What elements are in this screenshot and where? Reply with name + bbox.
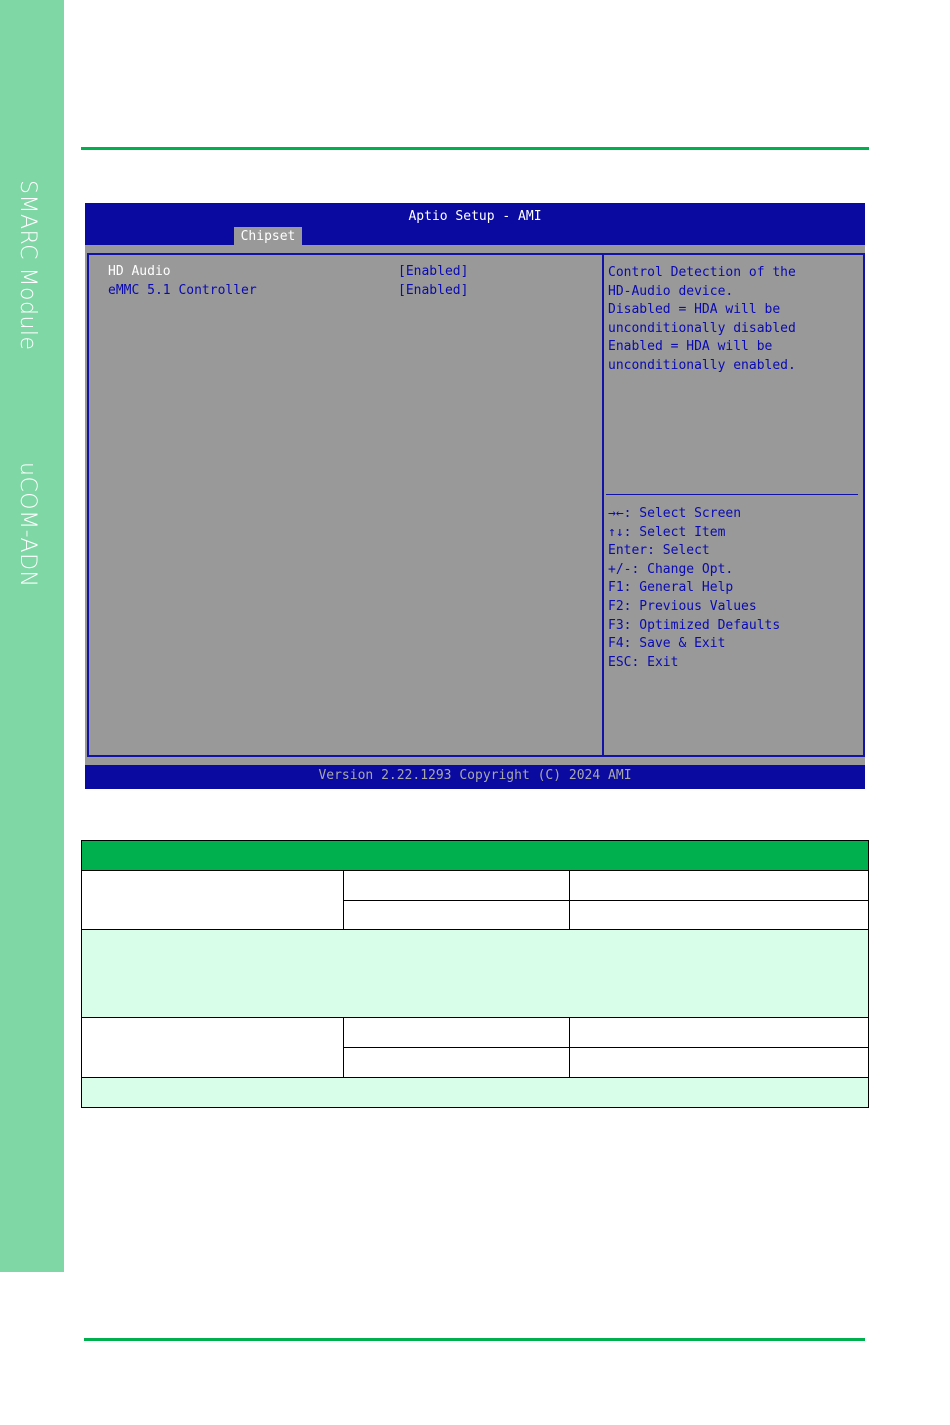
table-value-cell bbox=[343, 900, 570, 930]
key-legend-item: F2: Previous Values bbox=[608, 598, 757, 614]
bios-header bbox=[85, 203, 865, 245]
table-default-cell bbox=[569, 900, 869, 930]
bios-screenshot bbox=[85, 203, 865, 789]
setting-emmc-controller[interactable]: eMMC 5.1 Controller bbox=[108, 283, 257, 298]
table-value-cell bbox=[343, 1047, 570, 1078]
key-legend-item: ESC: Exit bbox=[608, 654, 679, 670]
product-model-label: uCOM-ADN bbox=[15, 462, 40, 588]
key-legend-item: ↑↓: Select Item bbox=[608, 524, 726, 540]
table-description-row bbox=[81, 929, 869, 1018]
bios-version: Version 2.22.1293 Copyright (C) 2024 AMI bbox=[318, 768, 632, 783]
footer-rule bbox=[84, 1338, 865, 1341]
table-header bbox=[81, 840, 869, 871]
header-rule bbox=[81, 147, 869, 150]
key-legend-item: F4: Save & Exit bbox=[608, 636, 726, 652]
setting-hd-audio-value[interactable]: [Enabled] bbox=[398, 264, 469, 279]
key-legend-item: →←: Select Screen bbox=[608, 506, 742, 521]
table-default-cell bbox=[569, 870, 869, 901]
bios-footer bbox=[85, 765, 865, 789]
table-default-cell bbox=[569, 1017, 869, 1048]
help-separator bbox=[606, 494, 858, 495]
setting-emmc-controller-value[interactable]: [Enabled] bbox=[398, 283, 469, 298]
table-value-cell bbox=[343, 870, 570, 901]
help-description: Control Detection of the HD-Audio device. Disabled = HDA will be unconditionally disabled Enabled = HDA will be unconditionally enabled. bbox=[608, 265, 796, 373]
tab-chipset[interactable]: Chipset bbox=[234, 227, 302, 246]
table-option-name-cell bbox=[81, 1017, 344, 1078]
key-legend-item: F3: Optimized Defaults bbox=[608, 617, 781, 633]
options-table bbox=[81, 840, 869, 1108]
table-option-name-cell bbox=[81, 870, 344, 930]
table-default-cell bbox=[569, 1047, 869, 1078]
product-family-label: SMARC Module bbox=[15, 180, 40, 351]
side-band bbox=[0, 0, 64, 1272]
key-legend-item: Enter: Select bbox=[608, 543, 710, 559]
bios-pane-divider bbox=[602, 253, 604, 757]
setting-hd-audio[interactable]: HD Audio bbox=[108, 264, 171, 279]
key-legend-item: F1: General Help bbox=[608, 580, 734, 596]
key-legend-item: +/-: Change Opt. bbox=[608, 561, 734, 577]
bios-title: Aptio Setup - AMI bbox=[408, 209, 542, 224]
table-value-cell bbox=[343, 1017, 570, 1048]
table-description-row bbox=[81, 1077, 869, 1108]
key-legend bbox=[608, 505, 858, 672]
